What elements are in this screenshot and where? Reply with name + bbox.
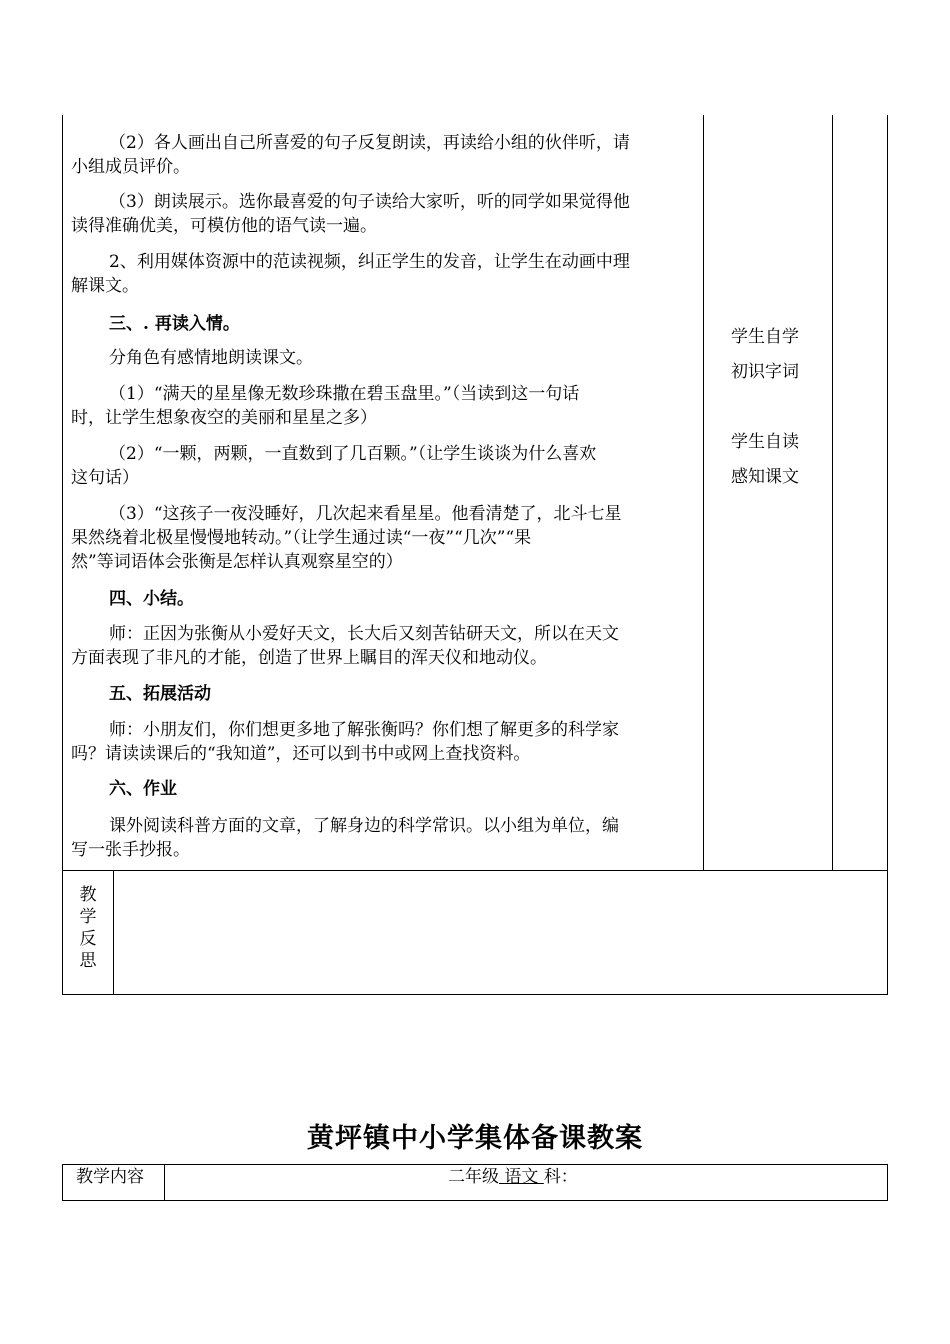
paragraph-line: 师：小朋友们，你们想更多地了解张衡吗？你们想了解更多的科学家 [109, 720, 619, 740]
section-heading: 五、拓展活动 [109, 684, 211, 704]
side-note-line: 学生自读 [731, 432, 799, 452]
page-title: 黄坪镇中小学集体备课教案 [307, 1123, 643, 1154]
side-note-line: 初识字词 [731, 362, 799, 382]
section-heading: 三、. 再读入情。 [109, 314, 240, 334]
grade-subject-line [448, 1166, 578, 1188]
paragraph-line: 课外阅读科普方面的文章，了解身边的科学常识。以小组为单位，编 [109, 816, 619, 836]
paragraph-line: 分角色有感情地朗读课文。 [109, 348, 313, 368]
paragraph-line: 解课文。 [71, 276, 139, 296]
paragraph-line: 时，让学生想象夜空的美丽和星星之多） [71, 408, 377, 428]
info-table-divider [164, 1164, 165, 1201]
subject-text: 语文 [504, 1167, 539, 1187]
paragraph-line: 2、利用媒体资源中的范读视频，纠正学生的发音，让学生在动画中理 [109, 252, 630, 272]
paragraph-line: （2）各人画出自己所喜爱的句子反复朗读，再读给小组的伙伴听，请 [109, 133, 630, 153]
paragraph-line: 这句话） [71, 468, 139, 488]
paragraph-line: （1）“满天的星星像无数珍珠撒在碧玉盘里。”（当读到这一句话 [109, 384, 580, 404]
subject-suffix: 科： [543, 1167, 578, 1187]
info-table-left [62, 1164, 63, 1201]
section-heading: 四、小结。 [109, 589, 194, 609]
section-heading: 六、作业 [109, 779, 177, 799]
paragraph-line: 小组成员评价。 [71, 157, 190, 177]
table-border-left [62, 115, 63, 995]
info-table-bottom [62, 1200, 888, 1201]
table-divider-notes [832, 115, 833, 870]
paragraph-line: （2）“一颗，两颗，一直数到了几百颗。”（让学生谈谈为什么喜欢 [109, 444, 597, 464]
paragraph-line: 写一张手抄报。 [71, 840, 190, 860]
paragraph-line: 果然绕着北极星慢慢地转动。”（让学生通过读“一夜”“几次”“果 [71, 528, 532, 548]
paragraph-line: （3）“这孩子一夜没睡好，几次起来看星星。他看清楚了，北斗七星 [109, 504, 622, 524]
table-divider-content [703, 115, 704, 870]
side-note-line: 感知课文 [731, 467, 799, 487]
grade-text: 二年级 [448, 1167, 499, 1187]
paragraph-line: 师：正因为张衡从小爱好天文，长大后又刻苦钻研天文，所以在天文 [109, 624, 619, 644]
paragraph-line: 吗？请读读课后的“我知道”，还可以到书中或网上查找资料。 [71, 744, 531, 764]
paragraph-line: （3）朗读展示。选你最喜爱的句子读给大家听，听的同学如果觉得他 [109, 192, 630, 212]
paragraph-line: 方面表现了非凡的才能，创造了世界上瞩目的浑天仪和地动仪。 [71, 648, 547, 668]
paragraph-line: 读得准确优美，可模仿他的语气读一遍。 [71, 216, 377, 236]
info-table-right [887, 1164, 888, 1201]
table-border-bottom [62, 994, 888, 995]
reflection-body[interactable] [114, 871, 887, 994]
table-border-right [887, 115, 888, 995]
info-table-top [62, 1164, 888, 1165]
paragraph-line: 然”等词语体会张衡是怎样认真观察星空的） [71, 552, 403, 572]
teaching-content-label: 教学内容 [76, 1167, 144, 1187]
side-note-line: 学生自学 [731, 327, 799, 347]
reflection-label: 教学反思 [79, 885, 97, 971]
